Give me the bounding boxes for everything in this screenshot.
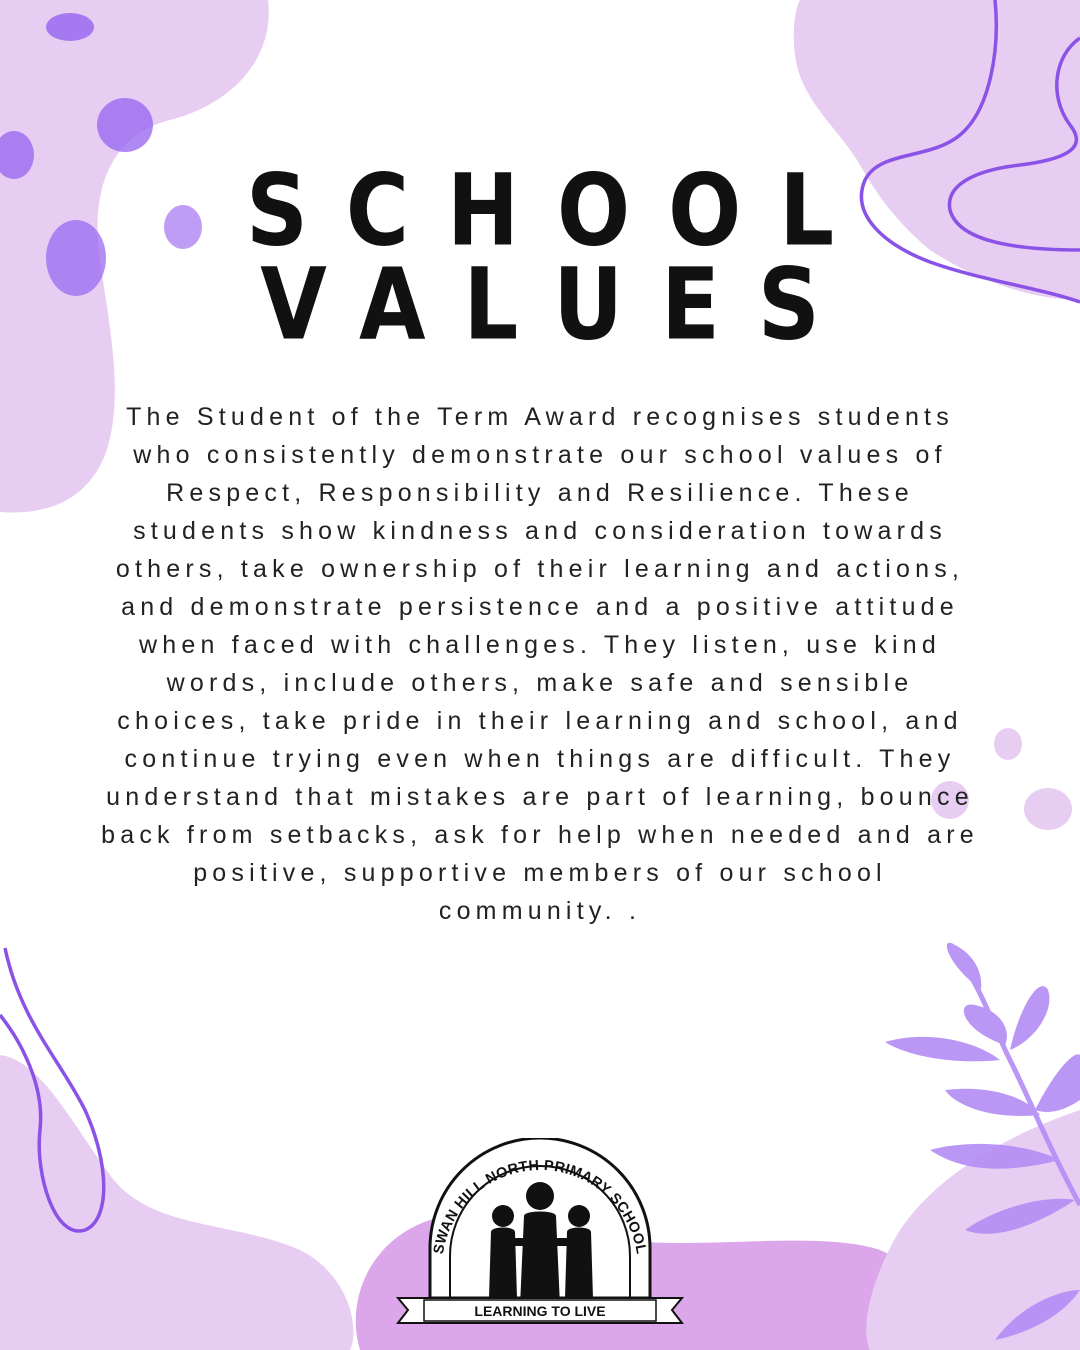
blob-bottom-left [0,1055,353,1350]
dot [46,13,94,41]
logo-school-name: SWAN HILL NORTH PRIMARY SCHOOL [431,1157,649,1256]
award-description: The Student of the Term Award recognises students who consistently demonstrate our school values of Respect, Responsibility and Resilience. These students show kindness and consideration towards others, take ownership of their learning and actions, and demonstrate persistence and a positive attitude when faced with challenges. They listen, use kind words, include others, make safe and sensible choices, take pride in their learning and school, and continue trying even when things are difficult. They understand that mistakes are part of learning, bounce back from setbacks, ask for help when needed and are positive, supportive members of our school community. . [101,403,979,925]
logo-motto: LEARNING TO LIVE [474,1303,606,1319]
dot [97,98,153,152]
dot [1024,788,1072,830]
dot [994,728,1022,760]
title-line-1: SCHOOL [245,153,873,269]
title-line-2: VALUES [260,247,858,363]
school-logo [390,1138,690,1338]
